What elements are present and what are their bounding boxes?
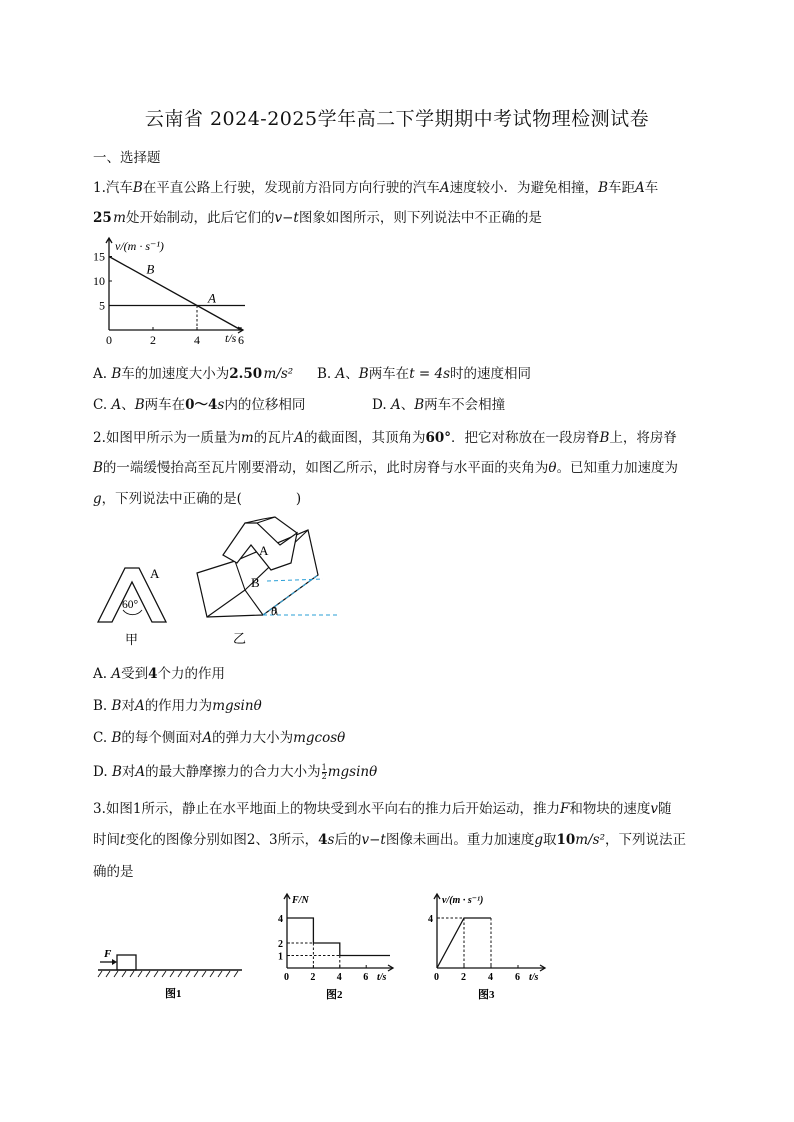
q3-line-1	[93, 797, 671, 817]
q3-figure-1	[92, 935, 252, 1005]
option-number: 4	[148, 666, 158, 682]
option-expression: mgsinθ	[212, 698, 262, 714]
q2-figure-jia	[92, 560, 182, 650]
option-label: D.	[93, 764, 112, 780]
q2-text: 的截面图，其顶角为	[303, 430, 426, 446]
option-var: B	[358, 366, 369, 382]
q2-text: 上，将房脊	[609, 430, 677, 446]
q3-number: 10	[556, 832, 576, 848]
option-label: B.	[317, 366, 336, 382]
option-var: B	[414, 397, 425, 413]
q2-option-c	[93, 726, 345, 746]
option-text: 时的速度相同	[450, 366, 532, 382]
page-title: 云南省 2024-2025学年高二下学期期中考试物理检测试卷	[144, 108, 650, 130]
x-tick-label: 0	[106, 333, 112, 347]
option-label: B.	[93, 698, 112, 714]
q2-var: A	[294, 430, 304, 446]
q1-vt: v−t	[274, 210, 299, 226]
q1-option-d	[372, 393, 505, 413]
x-axis-label: t/s	[377, 972, 387, 983]
q3-var: v	[650, 801, 658, 817]
q2-var: m	[240, 430, 254, 446]
option-var: B	[111, 366, 122, 382]
option-text: 的最大静摩擦力的合力大小为	[145, 764, 321, 780]
q2-option-d	[93, 760, 377, 781]
q2-figure-yi	[185, 515, 345, 650]
q1-number: 25	[93, 210, 112, 226]
q1-text: 图象如图所示，则下列说法中不正确的是	[298, 210, 542, 226]
q3-var: g	[534, 832, 543, 848]
caption-fig2: 图2	[326, 989, 343, 1001]
option-text: 两车不会相撞	[424, 397, 506, 413]
q2-var: B	[599, 430, 610, 446]
arrow-head	[112, 959, 117, 965]
option-var: B	[111, 730, 122, 746]
q3-text: 图像未画出。重力加速度	[385, 832, 535, 848]
option-text: 的弹力大小为	[212, 730, 294, 746]
option-label: C.	[93, 397, 112, 413]
x-tick-label: 0	[434, 972, 439, 983]
option-label: D.	[372, 397, 391, 413]
x-tick-label: 6	[515, 972, 520, 983]
option-var: A	[134, 698, 145, 714]
q3-var: F	[559, 801, 570, 817]
q3-line-2	[93, 828, 686, 848]
y-tick-label: 10	[93, 274, 105, 288]
series-line-B	[109, 257, 241, 331]
option-unit: s	[217, 397, 225, 413]
x-tick-label: 6	[363, 972, 369, 983]
q3-var: t	[120, 832, 126, 848]
q3-vt: v−t	[361, 832, 386, 848]
q2-text: 2.如图甲所示为一质量为	[93, 430, 241, 446]
option-label: C.	[93, 730, 112, 746]
y-tick-label: 15	[93, 249, 105, 264]
option-label: A.	[93, 666, 112, 682]
fraction	[322, 764, 327, 781]
caption-yi: 乙	[233, 631, 247, 646]
q3-line-3: 确的是	[93, 864, 134, 880]
option-var: B	[111, 764, 122, 780]
option-text: 车的加速度大小为	[121, 366, 230, 382]
option-var: A	[111, 397, 122, 413]
q1-chart-marks	[93, 238, 245, 347]
option-text: 内的位移相同	[224, 397, 306, 413]
q2-line-1	[93, 426, 677, 446]
x-tick-label: 2	[310, 972, 316, 983]
angle-label: 60°	[122, 599, 139, 611]
y-tick-label: 1	[278, 951, 283, 963]
fraction-numerator: 1	[321, 763, 327, 772]
q1-text: 车	[644, 180, 659, 196]
q2-line-3	[93, 487, 301, 507]
force-label: F	[104, 948, 112, 960]
option-text: 、	[121, 397, 135, 413]
q3-text: 3.如图1所示，静止在水平地面上的物块受到水平向右的推力后开始运动，推力	[93, 801, 560, 817]
option-text: 对	[121, 698, 135, 714]
caption-fig1: 图1	[165, 988, 182, 1000]
option-text: 个力的作用	[157, 666, 225, 682]
x-axis-label: t/s	[529, 972, 539, 983]
option-text: 、	[345, 366, 359, 382]
q3-text: 取	[543, 832, 557, 848]
ground-hatch	[98, 971, 238, 977]
option-unit: s	[443, 366, 451, 382]
label-a: A	[150, 566, 160, 581]
theta-label: θ	[271, 604, 277, 618]
q2-text: ．把它对称放在一段房脊	[451, 430, 600, 446]
option-expression: mgsinθ	[327, 764, 378, 780]
q1-var: A	[439, 180, 450, 196]
option-unit: m/s²	[263, 366, 294, 382]
q1-option-b	[317, 362, 531, 382]
q1-var: A	[634, 180, 645, 196]
option-text: 两车在	[144, 397, 186, 413]
fig2-chart-marks	[278, 894, 393, 983]
q2-text: 的瓦片	[253, 430, 295, 446]
option-text: 、	[400, 397, 415, 413]
option-var: A	[135, 764, 146, 780]
series-label-B: B	[146, 261, 155, 277]
label-a: A	[259, 543, 269, 558]
q1-text: 在平直公路上行驶，发现前方沿同方向行驶的汽车	[142, 180, 440, 196]
x-axis-label: t/s	[225, 331, 237, 345]
q2-option-b	[93, 694, 262, 714]
fig3-chart-marks	[428, 894, 545, 983]
option-text: 对	[121, 764, 136, 780]
y-axis-label: v/(m · s⁻¹)	[115, 239, 164, 253]
option-var: A	[111, 666, 122, 682]
q2-option-a	[93, 662, 225, 682]
label-b: B	[251, 575, 260, 590]
q3-unit: m/s²	[575, 832, 605, 848]
q2-text: 。已知重力加速度为	[556, 460, 679, 476]
x-tick-label: 2	[461, 972, 466, 983]
q1-var: B	[132, 180, 143, 196]
q2-text: ，下列说法中正确的是( )	[101, 491, 302, 507]
option-var: A	[202, 730, 213, 746]
series-line-1	[287, 918, 390, 956]
q2-var: B	[93, 460, 103, 476]
x-tick-label: 4	[194, 333, 200, 347]
option-text: 的作用力为	[144, 698, 213, 714]
q2-var: θ	[548, 460, 557, 476]
y-axis-label: v/(m · s⁻¹)	[442, 895, 484, 906]
q3-figure-3	[415, 890, 555, 1005]
q1-text: 1.汽车	[93, 180, 133, 196]
q1-text: 速度较小．为避免相撞，	[449, 180, 599, 196]
q1-option-c	[93, 393, 305, 413]
x-tick-label: 0	[284, 972, 289, 983]
fraction-denominator: 2	[321, 772, 327, 781]
q1-var: B	[598, 180, 608, 196]
q3-text: ，下列说法正	[605, 832, 686, 848]
q3-text: 随	[657, 801, 672, 817]
option-equation: t = 4	[409, 366, 444, 382]
y-axis-label: F/N	[292, 895, 309, 906]
q3-unit: s	[327, 832, 335, 848]
option-range: 0～4	[185, 397, 218, 413]
option-text: 受到	[121, 666, 149, 682]
x-tick-label: 4	[488, 972, 493, 983]
y-tick-label: 2	[278, 939, 283, 950]
q2-text: 的一端缓慢抬高至瓦片刚要滑动，如图乙所示，此时房脊与水平面的夹角为	[102, 460, 549, 476]
option-text: 两车在	[368, 366, 410, 382]
q1-option-a	[93, 362, 293, 382]
section-heading: 一、选择题	[93, 150, 161, 166]
q3-text: 和物块的速度	[569, 801, 651, 817]
caption-fig3: 图3	[478, 989, 495, 1001]
q3-text: 后的	[334, 832, 362, 848]
q1-line-1	[93, 176, 658, 196]
option-expression: mgcosθ	[293, 730, 346, 746]
option-text: 的每个侧面对	[121, 730, 203, 746]
caption-jia: 甲	[125, 632, 139, 647]
option-number: 2.50	[229, 366, 263, 382]
q1-vt-chart	[85, 234, 245, 349]
y-tick-label: 4	[278, 914, 283, 925]
q3-text: 时间	[93, 832, 120, 848]
q1-unit: m	[113, 210, 126, 226]
y-tick-label: 4	[428, 914, 433, 925]
option-var: B	[111, 698, 122, 714]
q1-text: 车距	[607, 180, 635, 196]
option-var: A	[335, 366, 346, 382]
q3-number: 4	[318, 832, 328, 848]
y-tick-label: 5	[99, 298, 105, 313]
q3-figure-2	[265, 890, 400, 1005]
q1-text: 处开始制动，此后它们的	[125, 210, 275, 226]
option-var: A	[390, 397, 401, 413]
x-tick-label: 6	[238, 333, 244, 347]
q2-angle: 60°	[425, 430, 451, 446]
block	[117, 955, 136, 970]
series-label-A: A	[208, 290, 216, 306]
q2-line-2	[93, 456, 678, 476]
option-label: A.	[93, 366, 112, 382]
x-tick-label: 4	[336, 972, 342, 983]
q2-var: g	[93, 491, 102, 507]
x-tick-label: 2	[150, 333, 156, 347]
q1-line-2	[93, 206, 542, 226]
q3-text: 变化的图像分别如图2、3所示，	[125, 832, 319, 848]
option-var: B	[134, 397, 145, 413]
